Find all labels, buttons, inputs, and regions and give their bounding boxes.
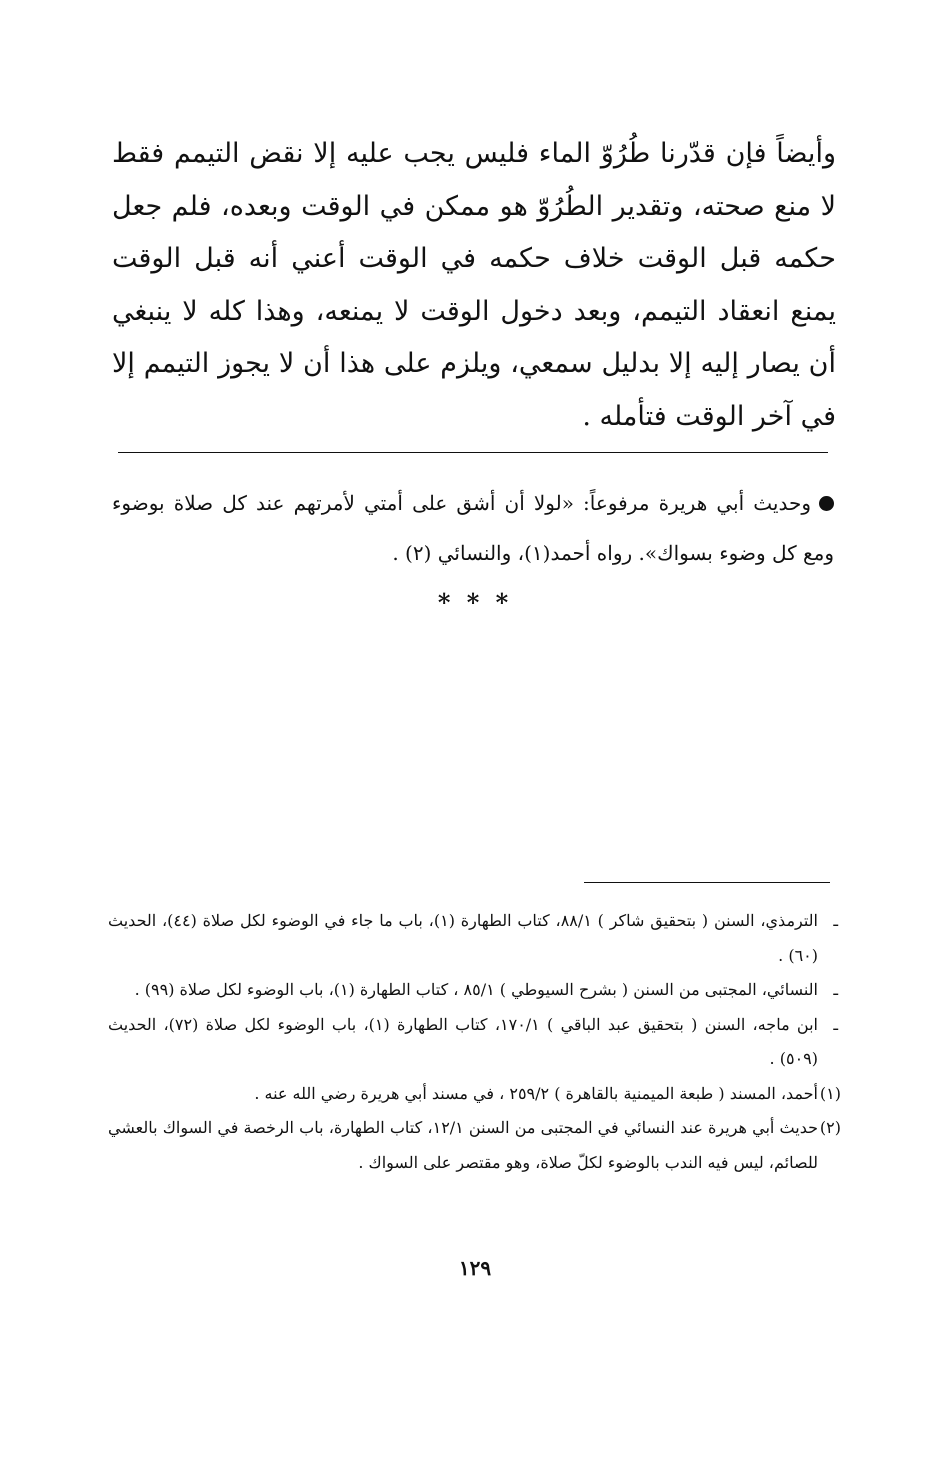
page-number: ١٢٩ xyxy=(458,1256,492,1280)
footnote-marker: ـ xyxy=(833,1014,838,1034)
footnote-item xyxy=(108,1008,838,1077)
footnote-text: ابن ماجه، السنن ( بتحقيق عبد الباقي ) ١٧٠/١، كتاب الطهارة (١)، باب الوضوء لكل صلاة (٧٢)، الحديث (٥٠٩) . xyxy=(108,1014,819,1068)
footnote-item xyxy=(108,904,838,973)
footnote-marker: ـ xyxy=(833,911,838,930)
footnote-text: الترمذي، السنن ( بتحقيق شاكر ) ٨٨/١، كتاب الطهارة (١)، باب ما جاء في الوضوء لكل صلاة (٤٤)، الحديث (٦٠) . xyxy=(108,911,818,965)
section-divider-line xyxy=(118,452,828,453)
bullet-dot-icon xyxy=(819,496,834,511)
main-paragraph: وأيضاً فإن قدّرنا طُرُوّ الماء فليس يجب عليه إلا نقض التيمم فقط لا منع صحته، وتقدير الطُرُوّ هو ممكن في الوقت وبعده، فلم جعل حكمه قبل الوقت خلاف حكمه في الوقت أعني أنه قبل الوقت يمنع انعقاد التيمم، وبعد دخول الوقت لا يمنعه، وهذا كله لا ينبغي أن يصار إليه إلا بدليل سمعي، ويلزم على هذا أن لا يجوز التيمم إلا في آخر الوقت فتأمله . xyxy=(112,138,836,432)
footnote-text: النسائي، المجتبى من السنن ( بشرح السيوطي ) ٨٥/١ ، كتاب الطهارة (١)، باب الوضوء لكل صلاة (٩٩) . xyxy=(134,980,818,999)
footnote-marker: ـ xyxy=(833,980,838,999)
footnotes-block xyxy=(108,904,841,1180)
footnote-item xyxy=(108,1111,841,1180)
footnote-item xyxy=(108,1077,841,1112)
footnote-marker: (٢) xyxy=(819,1118,841,1137)
footnote-marker: (١) xyxy=(819,1083,841,1103)
footnote-divider-line xyxy=(584,882,830,883)
footnote-text: حديث أبي هريرة عند النسائي في المجتبى من السنن ١٢/١، كتاب الطهارة، باب الرخصة في السواك بالعشي للصائم، ليس فيه الندب بالوضوء لكلّ صلاة، وهو مقتصر على السواك . xyxy=(108,1118,818,1172)
hadith-paragraph xyxy=(112,478,834,578)
hadith-text: وحديث أبي هريرة مرفوعاً: «لولا أن أشق على أمتي لأمرتهم عند كل صلاة بوضوء ومع كل وضوء بسواك». رواه أحمد(١)، والنسائي (٢) . xyxy=(112,491,834,565)
footnote-item xyxy=(108,973,838,1008)
asterism-separator: * * * xyxy=(437,588,513,617)
footnote-text: أحمد، المسند ( طبعة الميمنية بالقاهرة ) ٢٥٩/٢ ، في مسند أبي هريرة رضي الله عنه . xyxy=(254,1083,818,1103)
